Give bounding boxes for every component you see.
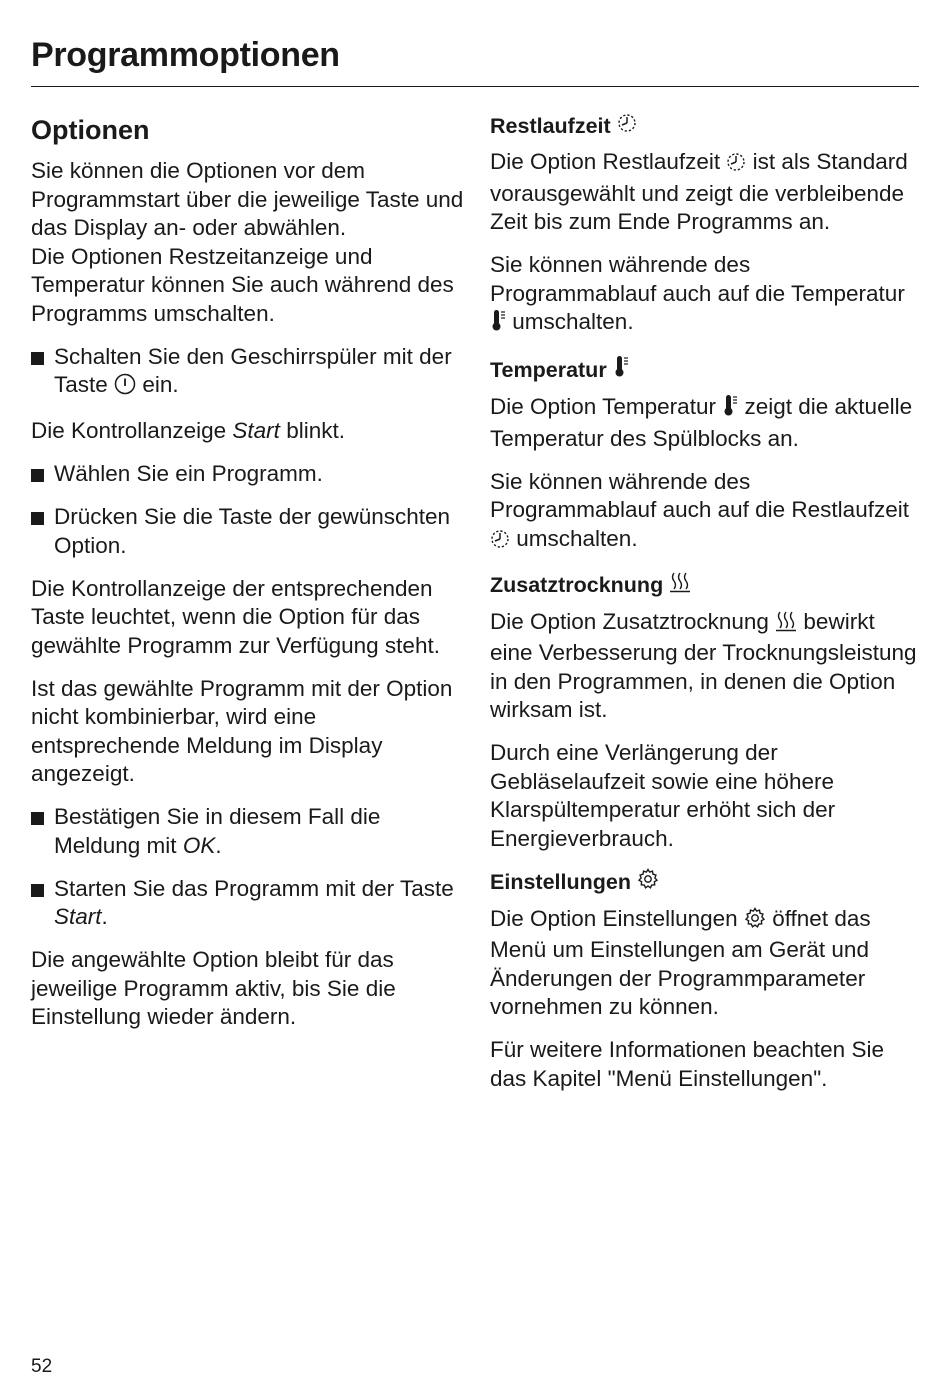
- remaining-time-icon: [490, 528, 510, 557]
- paragraph-start-blinks: Die Kontrollanzeige Start blinkt.: [31, 418, 345, 443]
- steam-drying-icon: [669, 571, 691, 600]
- paragraph-zusatztrocknung-2: Durch eine Verlängerung der Gebläselaufzeit sowie eine höhere Klarspültemperatur erhöht sich der Energieverbrauch.: [490, 740, 836, 851]
- thermometer-icon: [613, 354, 629, 385]
- list-item-text: Drücken Sie die Taste der gewünschten Option.: [54, 504, 451, 558]
- paragraph-einstellungen-1: Die Option Einstellungen öffnet das Menü um Einstellungen am Gerät und Änderungen der Programmparameter vornehmen zu können.: [490, 905, 871, 1019]
- thermometer-icon: [722, 393, 738, 425]
- page-title: Programmoptionen: [31, 36, 340, 74]
- section-heading-optionen: Optionen: [31, 115, 150, 145]
- remaining-time-icon: [726, 151, 746, 180]
- paragraph-zusatztrocknung-1: Die Option Zusatztrocknung bewirkt eine Verbesserung der Trocknungsleistung in den Programmen, in denen die Option wirksam ist.: [490, 608, 917, 722]
- paragraph-intro-2: Die Optionen Restzeitanzeige und Temperatur können Sie auch während des Programms umschalten.: [31, 243, 454, 326]
- paragraph-restlaufzeit-2: Sie können währende des Programmablauf auch auf die Temperatur umschalten.: [490, 251, 920, 340]
- steam-drying-icon: [775, 610, 797, 640]
- list-item-text: Starten Sie das Programm mit der Taste Start.: [54, 875, 454, 929]
- paragraph-not-combinable: Ist das gewählte Programm mit der Option nicht kombinierbar, wird eine entsprechende Meldung im Display angezeigt.: [31, 675, 453, 786]
- bullet-square-icon: [31, 884, 44, 897]
- list-item-start-program: [31, 875, 471, 932]
- paragraph-intro: Sie können die Optionen vor dem Programmstart über die jeweilige Taste und das Display an- oder abwählen.: [31, 158, 464, 240]
- list-item-press-option: [31, 503, 471, 560]
- heading-temperatur: Temperatur: [490, 354, 920, 385]
- paragraph-einstellungen-2: Für weitere Informationen beachten Sie das Kapitel "Menü Einstellungen".: [490, 1037, 884, 1091]
- power-button-icon: [114, 373, 136, 403]
- gear-icon: [637, 868, 659, 897]
- remaining-time-icon: [617, 112, 637, 140]
- heading-einstellungen: Einstellungen: [490, 868, 920, 897]
- list-item-switch-on: [31, 343, 471, 403]
- list-item-text: Bestätigen Sie in diesem Fall die Meldung mit OK.: [54, 804, 381, 858]
- list-item-confirm-ok: [31, 803, 471, 860]
- paragraph-option-stays-active: Die angewählte Option bleibt für das jeweilige Programm aktiv, bis Sie die Einstellung wieder ändern.: [31, 947, 396, 1029]
- bullet-square-icon: [31, 352, 44, 365]
- paragraph-temperatur-1: Die Option Temperatur zeigt die aktuelle Temperatur des Spülblocks an.: [490, 394, 913, 451]
- list-item-text: Schalten Sie den Geschirrspüler mit der Taste ein.: [54, 343, 471, 403]
- left-column: [31, 110, 471, 1046]
- paragraph-restlaufzeit-1: Die Option Restlaufzeit ist als Standard vorausgewählt und zeigt die verbleibende Zeit bis zum Ende Programms an.: [490, 149, 908, 234]
- thermometer-icon: [490, 308, 506, 340]
- bullet-square-icon: [31, 469, 44, 482]
- paragraph-indicator: Die Kontrollanzeige der entsprechenden Taste leuchtet, wenn die Option für das gewählte Programm zur Verfügung steht.: [31, 575, 440, 658]
- paragraph-temperatur-2: Sie können währende des Programmablauf auch auf die Restlaufzeit umschalten.: [490, 468, 920, 557]
- list-item-text: Wählen Sie ein Programm.: [54, 461, 323, 486]
- heading-zusatztrocknung: Zusatztrocknung: [490, 571, 920, 600]
- gear-icon: [744, 907, 766, 937]
- bullet-square-icon: [31, 812, 44, 825]
- right-column: [490, 112, 920, 1108]
- heading-restlaufzeit: Restlaufzeit: [490, 112, 920, 140]
- page-number: 52: [31, 1356, 53, 1377]
- list-item-choose-program: [31, 460, 471, 489]
- header-divider: [31, 86, 919, 87]
- bullet-square-icon: [31, 512, 44, 525]
